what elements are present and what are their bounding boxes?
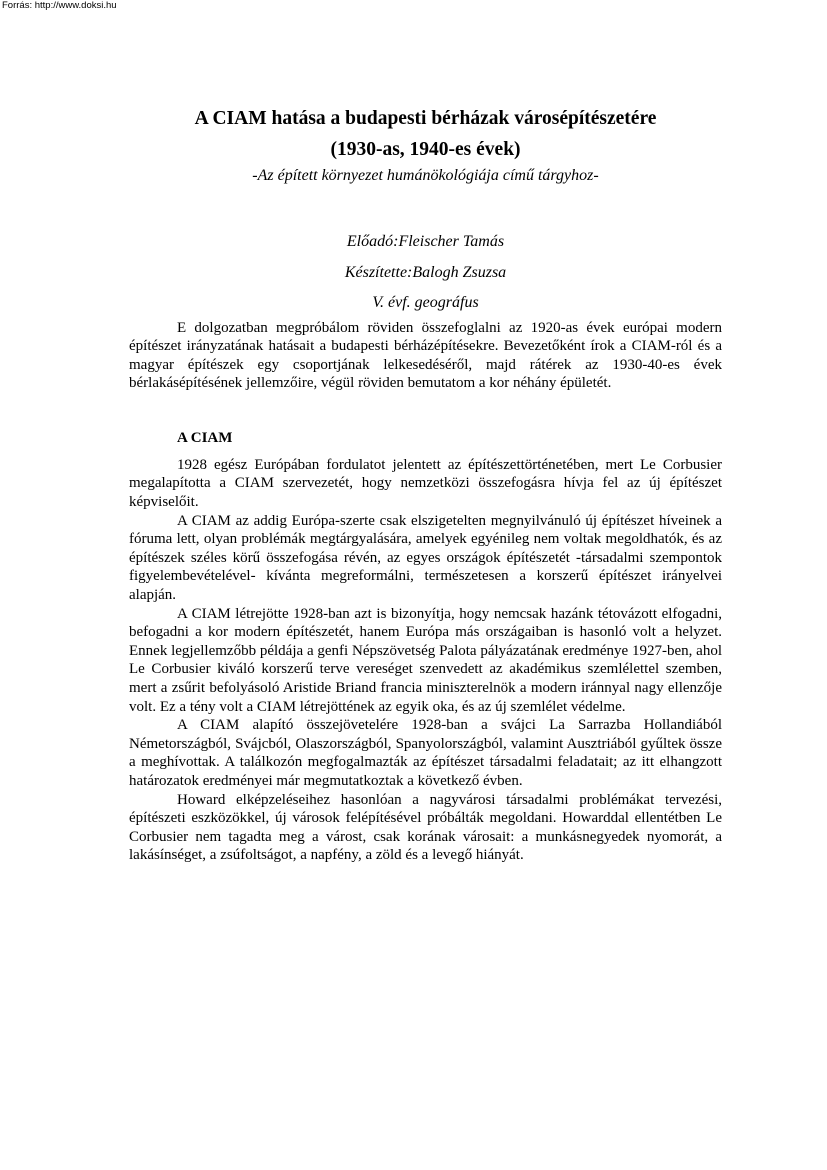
author-line: Készítette:Balogh Zsuzsa — [344, 263, 507, 281]
author-block — [129, 227, 722, 319]
body-paragraph-1: 1928 egész Európában fordulatot jelentett az építészettörténetében, mert Le Corbusier megalapította a CIAM szervezetét, hogy nemzetközi összefogásra hívja fel az új építészet képviselőit. — [129, 456, 722, 511]
body-paragraph-5: Howard elképzeléseihez hasonlóan a nagyvárosi társadalmi problémákat tervezési, építészeti eszközökkel, új városok felépítésével próbálták megoldani. Howarddal ellentétben Le Corbusier nem tagadta meg a várost, csak korának városait: a munkásnegyedek nyomorát, a lakásínséget, a zsúfoltságot, a napfény, a zöld és a levegő hiányát. — [129, 791, 722, 864]
document-title-line-1: A CIAM hatása a budapesti bérházak városépítészetére — [194, 108, 657, 129]
presenter-line: Előadó:Fleischer Tamás — [346, 233, 505, 250]
document-body — [129, 103, 722, 865]
section-heading: A CIAM — [177, 429, 233, 446]
year-line: V. évf. geográfus — [372, 294, 479, 311]
document-subtitle: -Az épített környezet humánökológiája című tárgyhoz- — [252, 167, 599, 184]
document-title-line-2: (1930-as, 1940-es évek) — [330, 139, 521, 160]
abstract-paragraph: E dolgozatban megpróbálom röviden összefoglalni az 1920-as évek európai modern építészet irányzatának hatásait a budapesti bérházépítésekre. Bevezetőként írok a CIAM-ról és a magyar építészek egy csoportjának lelkesedéséről, majd rátérek az 1930-40-es évek bérlakásépítésének jellemzőire, végül röviden bemutatom a kor néhány épületét. — [129, 319, 722, 392]
body-paragraph-3: A CIAM létrejötte 1928-ban azt is bizonyítja, hogy nemcsak hazánk tétovázott elfogadni, befogadni a kor modern építészetét, hanem Európa más országaiban is hasonló volt a helyzet. Ennek legjellemzőbb példája a genfi Népszövetség Palota pályázatának eredménye 1927-ben, ahol Le Corbusier kiváló korszerű terve vereséget szenvedett az akadémikus szemlélettel szemben, mert a zsűrit befolyásoló Aristide Briand francia miniszterelnök a modern iránnyal nagy ellenzője volt. Ez a tény volt a CIAM létrejöttének az egyik oka, és az új szemlélet védelme. — [129, 605, 722, 715]
body-paragraph-4: A CIAM alapító összejövetelére 1928-ban a svájci La Sarrazba Hollandiából Németországból, Svájcból, Olaszországból, Spanyolországból, valamint Ausztriából gyűltek össze a meghívottak. A találkozón megfogalmazták az építészet társadalmi feladatait; az itt elhangzott határozatok eredményei már megmutatkoztak a következő évben. — [129, 717, 722, 789]
body-paragraph-2: A CIAM az addig Európa-szerte csak elszigetelten megnyilvánuló új építészet híveinek a fóruma lett, olyan problémák megtárgyalására, amelyek egyénileg nem voltak megoldhatók, és az építészek széles körű összefogása révén, az egyes országok építészetét -társadalmi szempontok figyelembevételével- kívánta megreformálni, természetesen a korszerű építészet irányelvei alapján. — [129, 512, 722, 604]
source-note: Forrás: http://www.doksi.hu — [2, 0, 117, 11]
